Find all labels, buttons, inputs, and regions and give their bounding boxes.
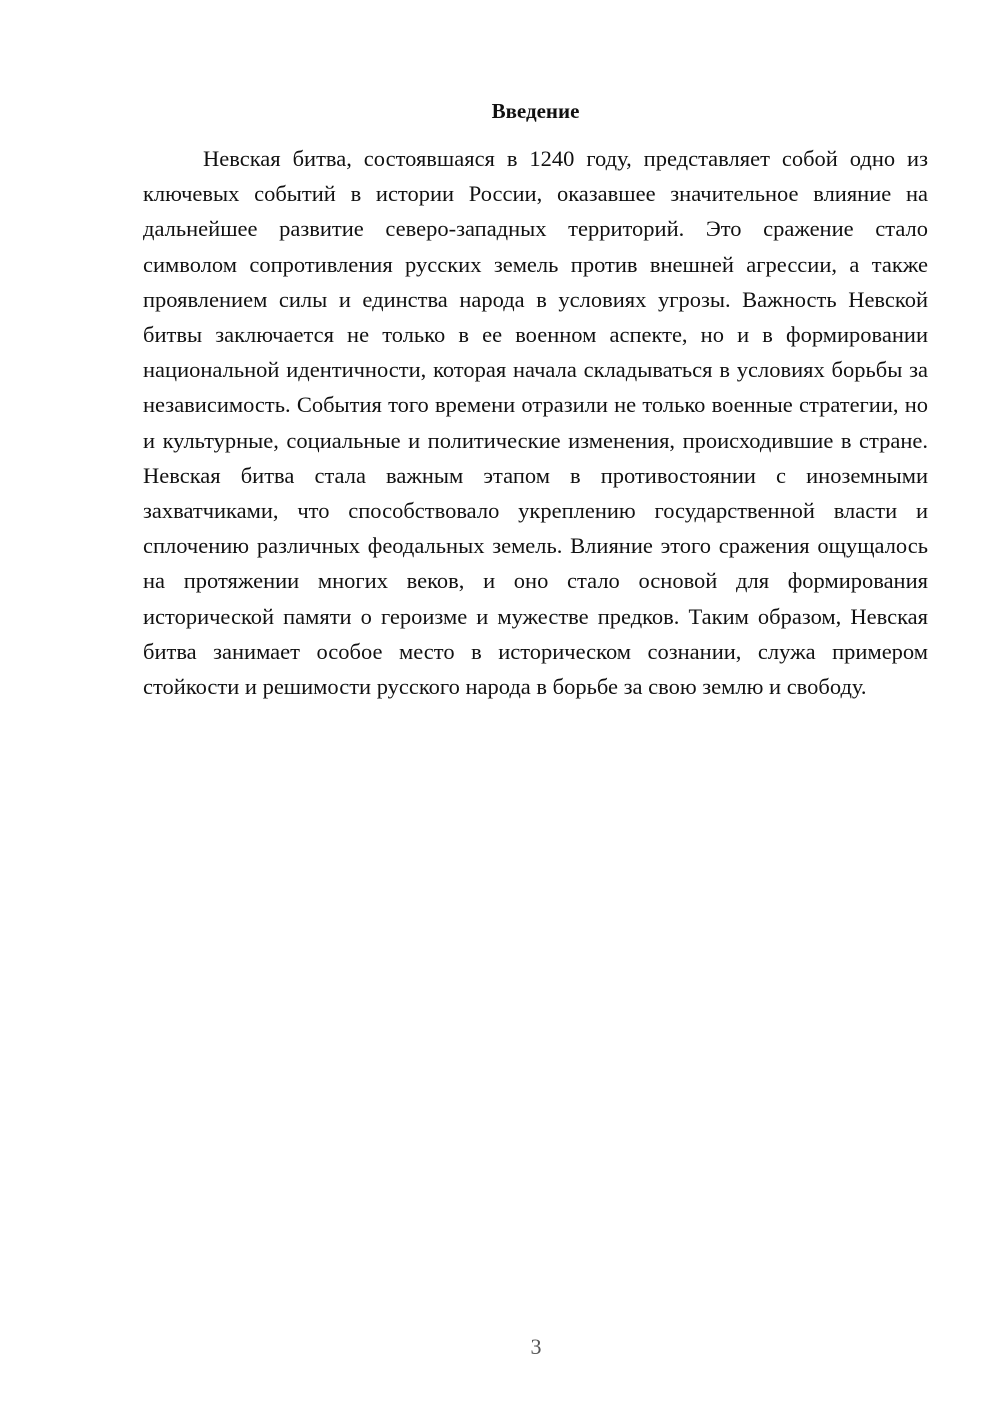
page-number: 3 <box>530 1334 542 1359</box>
section-heading: Введение <box>491 99 580 123</box>
body-paragraph: Невская битва, состоявшаяся в 1240 году, представляет собой одно из ключевых событий в истории России, оказавшее значительное влияние на дальнейшее развитие северо-западных территорий. Это сражение стало символом сопротивления русских земель против внешней агрессии, а также проявлением силы и единства народа в условиях угрозы. Важность Невской битвы заключается не только в ее военном аспекте, но и в формировании национальной идентичности, которая начала складываться в условиях борьбы за независимость. События того времени отразили не только военные стратегии, но и культурные, социальные и политические изменения, происходившие в стране. Невская битва стала важным этапом в противостоянии с иноземными захватчиками, что способствовало укреплению государственной власти и сплочению различных феодальных земель. Влияние этого сражения ощущалось на протяжении многих веков, и оно стало основой для формирования исторической памяти о героизме и мужестве предков. Таким образом, Невская битва занимает особое место в историческом сознании, служа примером стойкости и решимости русского народа в борьбе за свою землю и свободу. <box>143 146 928 700</box>
